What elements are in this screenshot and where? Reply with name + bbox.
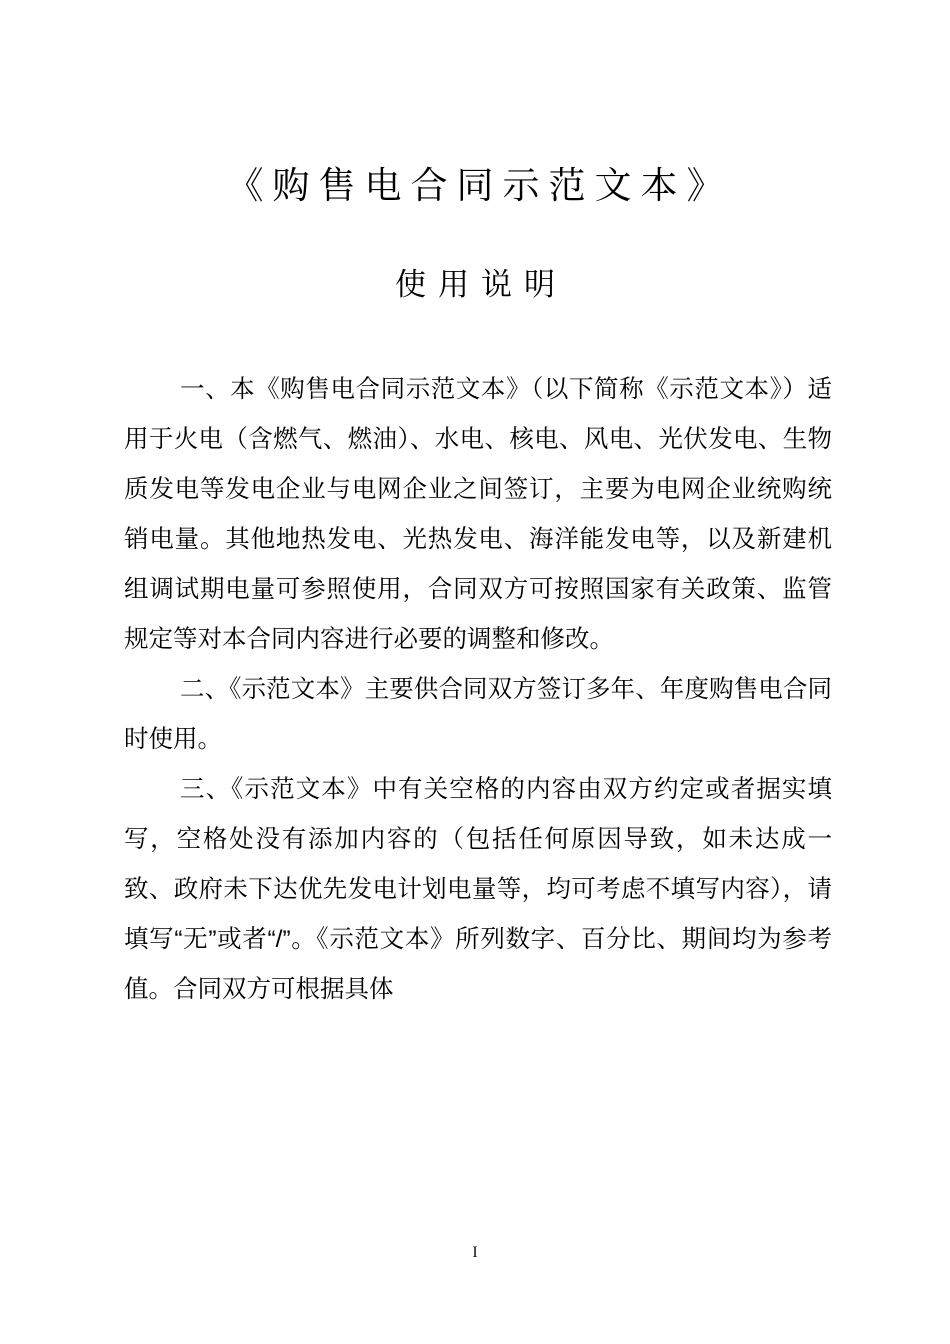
paragraph-3: 三、《示范文本》中有关空格的内容由双方约定或者据实填写，空格处没有添加内容的（包括任何原因导致，如未达成一致、政府未下达优先发电计划电量等，均可考虑不填写内容），请填写“无”或者“/”。《示范文本》所列数字、百分比、期间均为参考值。合同双方可根据具体 — [124, 776, 832, 1003]
page-number: I — [472, 1244, 478, 1261]
page-subtitle: 使用说明 — [395, 267, 567, 302]
paragraph-2: 二、《示范文本》主要供合同双方签订多年、年度购售电合同时使用。 — [124, 676, 832, 753]
document-body — [124, 365, 832, 1015]
page-title: 《购售电合同示范文本》 — [226, 165, 733, 206]
paragraph-1: 一、本《购售电合同示范文本》（以下简称《示范文本》）适用于火电（含燃气、燃油）、水电、核电、风电、光伏发电、生物质发电等发电企业与电网企业之间签订，主要为电网企业统购统销电量。其他地热发电、光热发电、海洋能发电等，以及新建机组调试期电量可参照使用，合同双方可按照国家有关政策、监管规定等对本合同内容进行必要的调整和修改。 — [124, 376, 832, 653]
